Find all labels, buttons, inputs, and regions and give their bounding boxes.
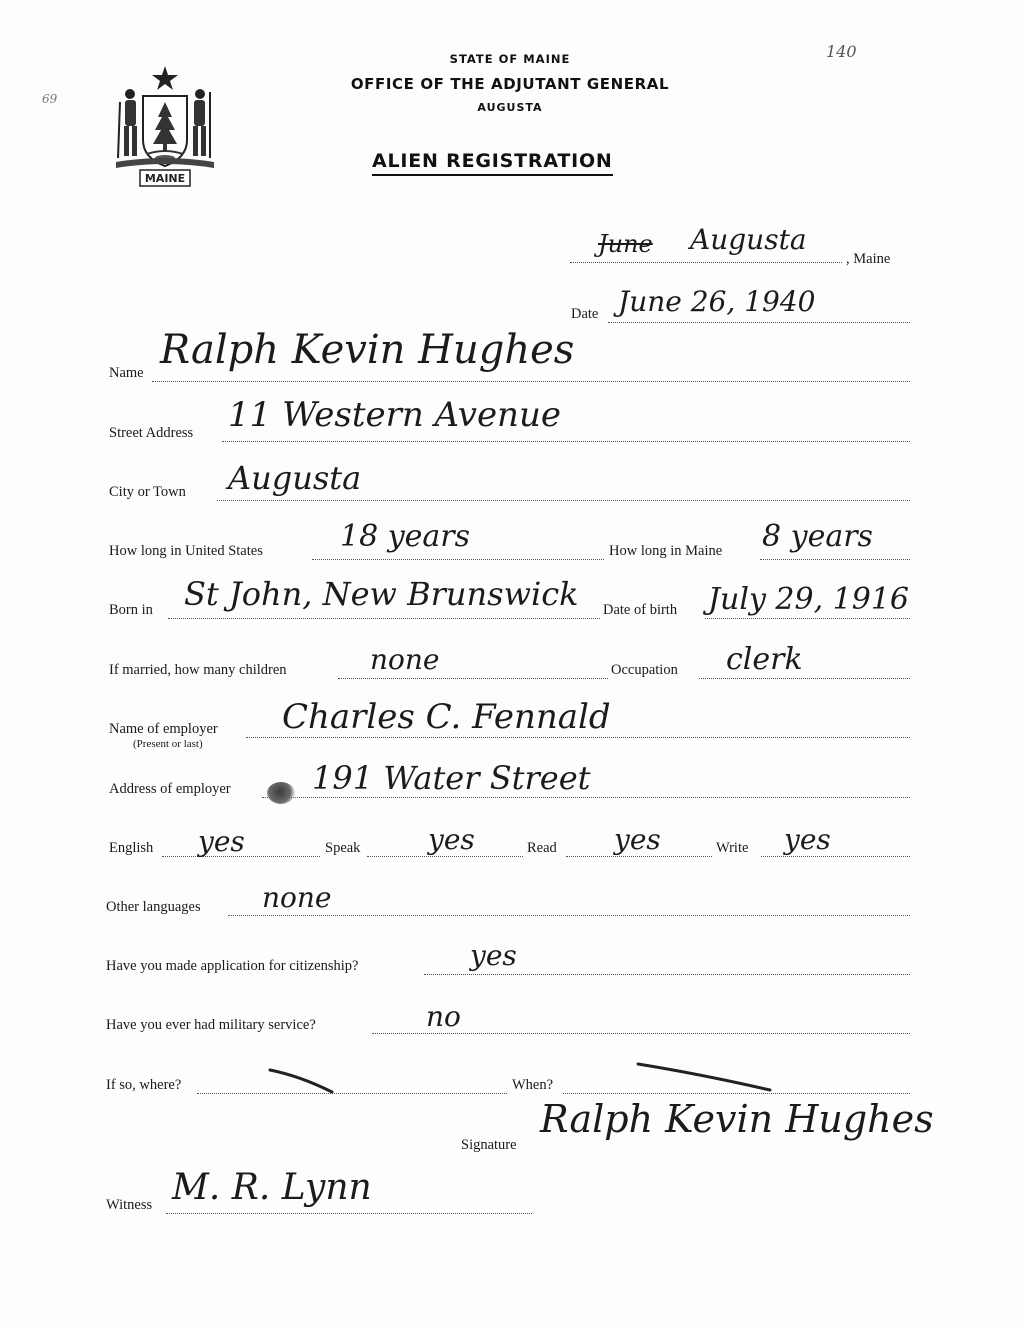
header-city: AUGUSTA	[477, 101, 543, 114]
read-label: Read	[527, 840, 557, 856]
signature-value: Ralph Kevin Hughes	[540, 1097, 934, 1141]
form-title: ALIEN REGISTRATION	[372, 150, 613, 176]
write-line	[761, 856, 910, 857]
name-value: Ralph Kevin Hughes	[160, 327, 575, 373]
military-line	[372, 1033, 910, 1034]
date-label: Date	[571, 306, 599, 322]
occupation-value: clerk	[726, 642, 803, 677]
born-in-label: Born in	[109, 602, 153, 618]
city-line	[217, 500, 910, 501]
place-struck-value: June	[598, 230, 653, 258]
date-of-birth-value: July 29, 1916	[708, 582, 910, 617]
occupation-line	[699, 678, 910, 679]
employer-line	[246, 737, 910, 738]
name-label: Name	[109, 365, 144, 381]
street-address-value: 11 Western Avenue	[228, 395, 561, 435]
citizenship-label: Have you made application for citizenship?	[106, 958, 359, 974]
witness-line	[166, 1213, 532, 1214]
place-value: Augusta	[690, 223, 807, 256]
children-value: none	[370, 643, 440, 676]
street-address-label: Street Address	[109, 425, 194, 441]
how-long-maine-line	[760, 559, 910, 560]
employer-value: Charles C. Fennald	[282, 697, 611, 737]
how-long-maine-label: How long in Maine	[609, 543, 723, 559]
speak-line	[367, 856, 523, 857]
state-seal-icon	[110, 62, 220, 190]
dash-marks	[260, 1060, 940, 1100]
military-label: Have you ever had military service?	[106, 1017, 316, 1033]
speak-value: yes	[428, 823, 475, 856]
speak-label: Speak	[325, 840, 361, 856]
employer-address-line	[262, 797, 910, 798]
read-line	[566, 856, 712, 857]
date-line	[608, 322, 910, 323]
street-address-line	[222, 441, 910, 442]
born-in-line	[168, 618, 600, 619]
witness-value: M. R. Lynn	[172, 1167, 372, 1208]
write-value: yes	[784, 823, 831, 856]
how-long-maine-value: 8 years	[762, 519, 873, 554]
english-value: yes	[198, 825, 245, 858]
city-value: Augusta	[228, 459, 362, 497]
city-label: City or Town	[109, 484, 186, 500]
how-long-us-line	[312, 559, 604, 560]
how-long-us-value: 18 years	[340, 519, 471, 554]
name-line	[152, 381, 910, 382]
other-languages-value: none	[262, 881, 332, 914]
header-state: STATE OF MAINE	[449, 52, 571, 66]
employer-address-label: Address of employer	[109, 781, 231, 797]
seal-motto: MAINE	[144, 172, 186, 185]
date-value: June 26, 1940	[618, 285, 816, 318]
citizenship-line	[424, 974, 910, 975]
margin-note-left: 69	[42, 92, 58, 106]
signature-label: Signature	[461, 1137, 517, 1153]
occupation-label: Occupation	[611, 662, 678, 678]
read-value: yes	[614, 823, 661, 856]
born-in-value: St John, New Brunswick	[184, 575, 579, 613]
employer-note: (Present or last)	[133, 738, 203, 750]
witness-label: Witness	[106, 1197, 153, 1213]
citizenship-value: yes	[470, 939, 517, 972]
if-so-where-label: If so, where?	[106, 1077, 182, 1093]
other-languages-label: Other languages	[106, 899, 201, 915]
place-line	[570, 262, 842, 263]
when-label: When?	[512, 1077, 554, 1093]
other-languages-line	[228, 915, 910, 916]
write-label: Write	[716, 840, 749, 856]
english-label: English	[109, 840, 154, 856]
margin-note-right: 140	[826, 42, 857, 61]
ink-blot	[267, 782, 295, 804]
employer-label: Name of employer	[109, 721, 218, 737]
maine-label: , Maine	[846, 251, 891, 267]
military-value: no	[426, 1000, 461, 1033]
date-of-birth-label: Date of birth	[603, 602, 678, 618]
how-long-us-label: How long in United States	[109, 543, 263, 559]
header-office: OFFICE OF THE ADJUTANT GENERAL	[350, 75, 670, 93]
date-of-birth-line	[705, 618, 910, 619]
children-line	[338, 678, 608, 679]
employer-address-value: 191 Water Street	[312, 759, 591, 797]
children-label: If married, how many children	[109, 662, 287, 678]
